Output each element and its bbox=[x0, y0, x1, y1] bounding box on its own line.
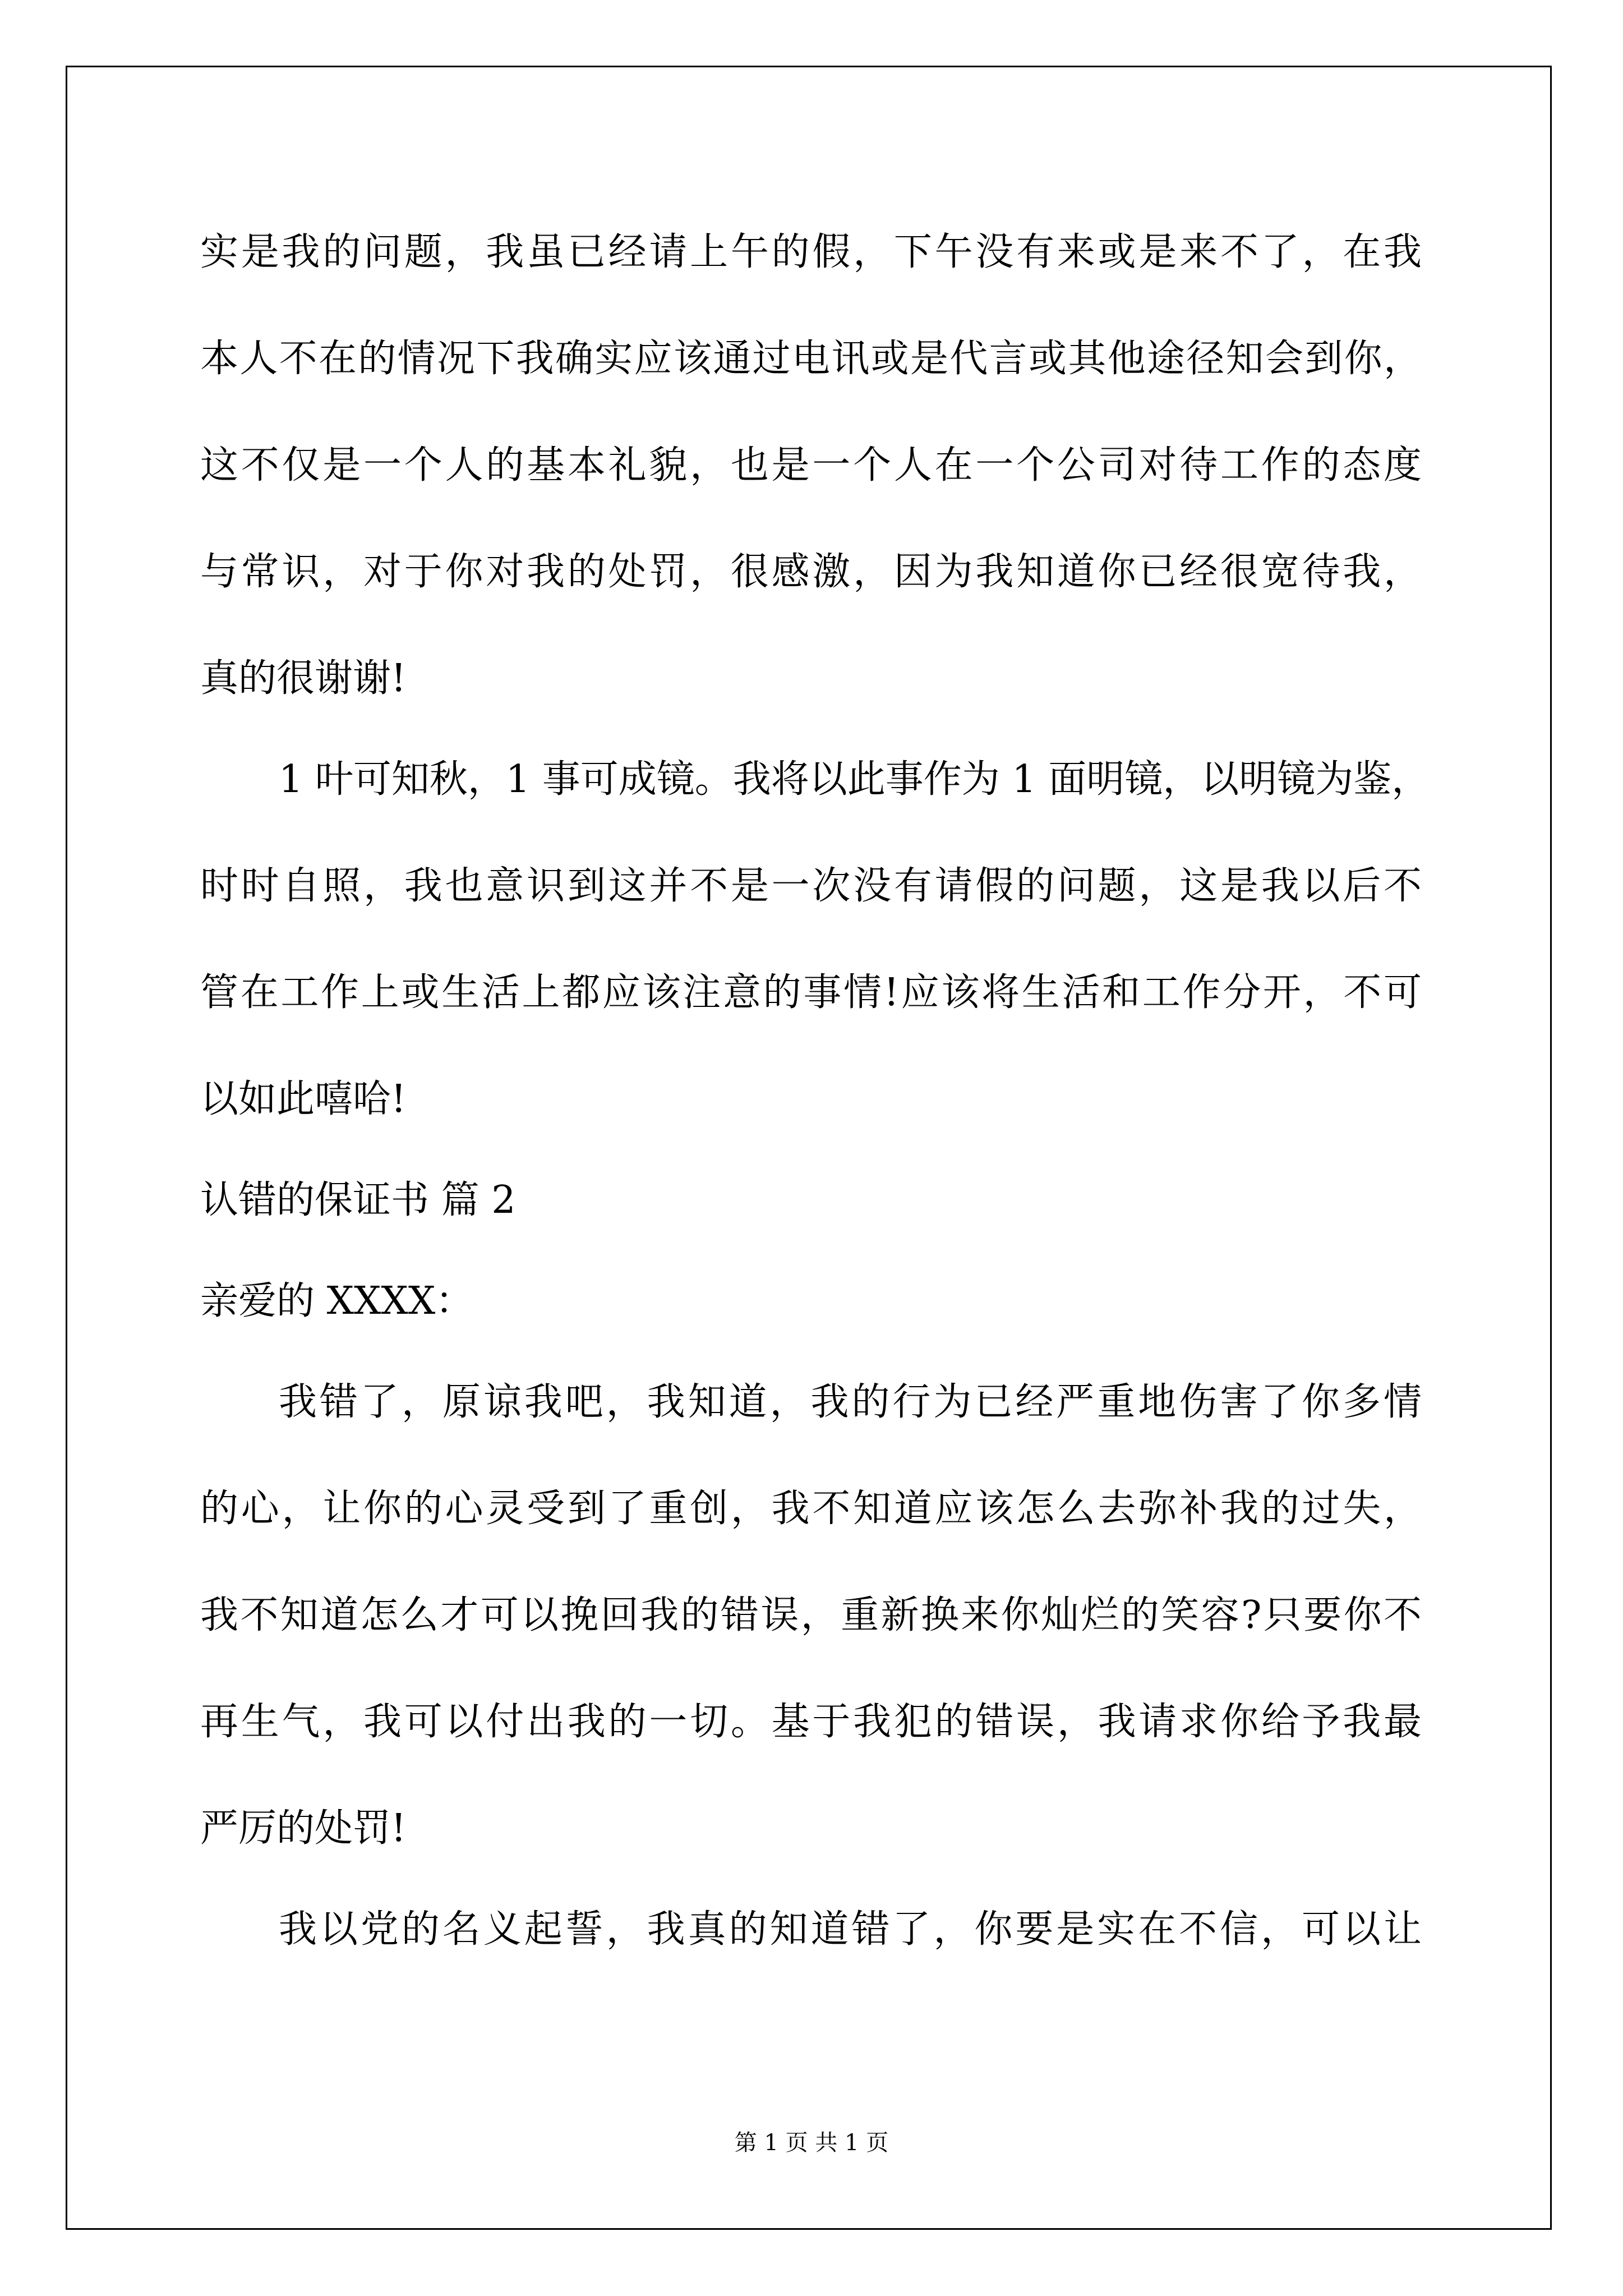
text-line: 我以党的名义起誓，我真的知道错了，你要是实在不信，可以让 bbox=[279, 1907, 1422, 1952]
text-line: 实是我的问题，我虽已经请上午的假，下午没有来或是来不了，在我 bbox=[200, 230, 1422, 274]
text-line: 本人不在的情况下我确实应该通过电讯或是代言或其他途径知会到你， bbox=[200, 337, 1422, 381]
text-line: 真的很谢谢! bbox=[200, 656, 407, 701]
text-line: 管在工作上或生活上都应该注意的事情!应该将生活和工作分开，不可 bbox=[200, 970, 1422, 1015]
page-footer: 第 1 页 共 1 页 bbox=[734, 2130, 889, 2156]
salutation: 亲爱的 XXXX： bbox=[200, 1279, 474, 1323]
text-line: 严厉的处罚! bbox=[200, 1806, 407, 1851]
text-line: 再生气，我可以付出我的一切。基于我犯的错误，我请求你给予我最 bbox=[200, 1700, 1422, 1744]
text-line: 1 叶可知秋，1 事可成镜。我将以此事作为 1 面明镜，以明镜为鉴， bbox=[279, 757, 1430, 802]
text-line: 的心，让你的心灵受到了重创，我不知道应该怎么去弥补我的过失， bbox=[200, 1487, 1422, 1531]
text-line: 以如此嘻哈! bbox=[200, 1077, 407, 1121]
section-heading: 认错的保证书 篇 2 bbox=[200, 1178, 516, 1222]
text-line: 我不知道怎么才可以挽回我的错误，重新换来你灿烂的笑容?只要你不 bbox=[200, 1593, 1422, 1637]
text-line: 与常识，对于你对我的处罚，很感激，因为我知道你已经很宽待我， bbox=[200, 550, 1422, 594]
text-line: 时时自照，我也意识到这并不是一次没有请假的问题，这是我以后不 bbox=[200, 864, 1422, 908]
text-line: 我错了，原谅我吧，我知道，我的行为已经严重地伤害了你多情 bbox=[279, 1380, 1422, 1424]
document-body bbox=[200, 219, 1430, 2003]
text-line: 这不仅是一个人的基本礼貌，也是一个人在一个公司对待工作的态度 bbox=[200, 443, 1422, 487]
